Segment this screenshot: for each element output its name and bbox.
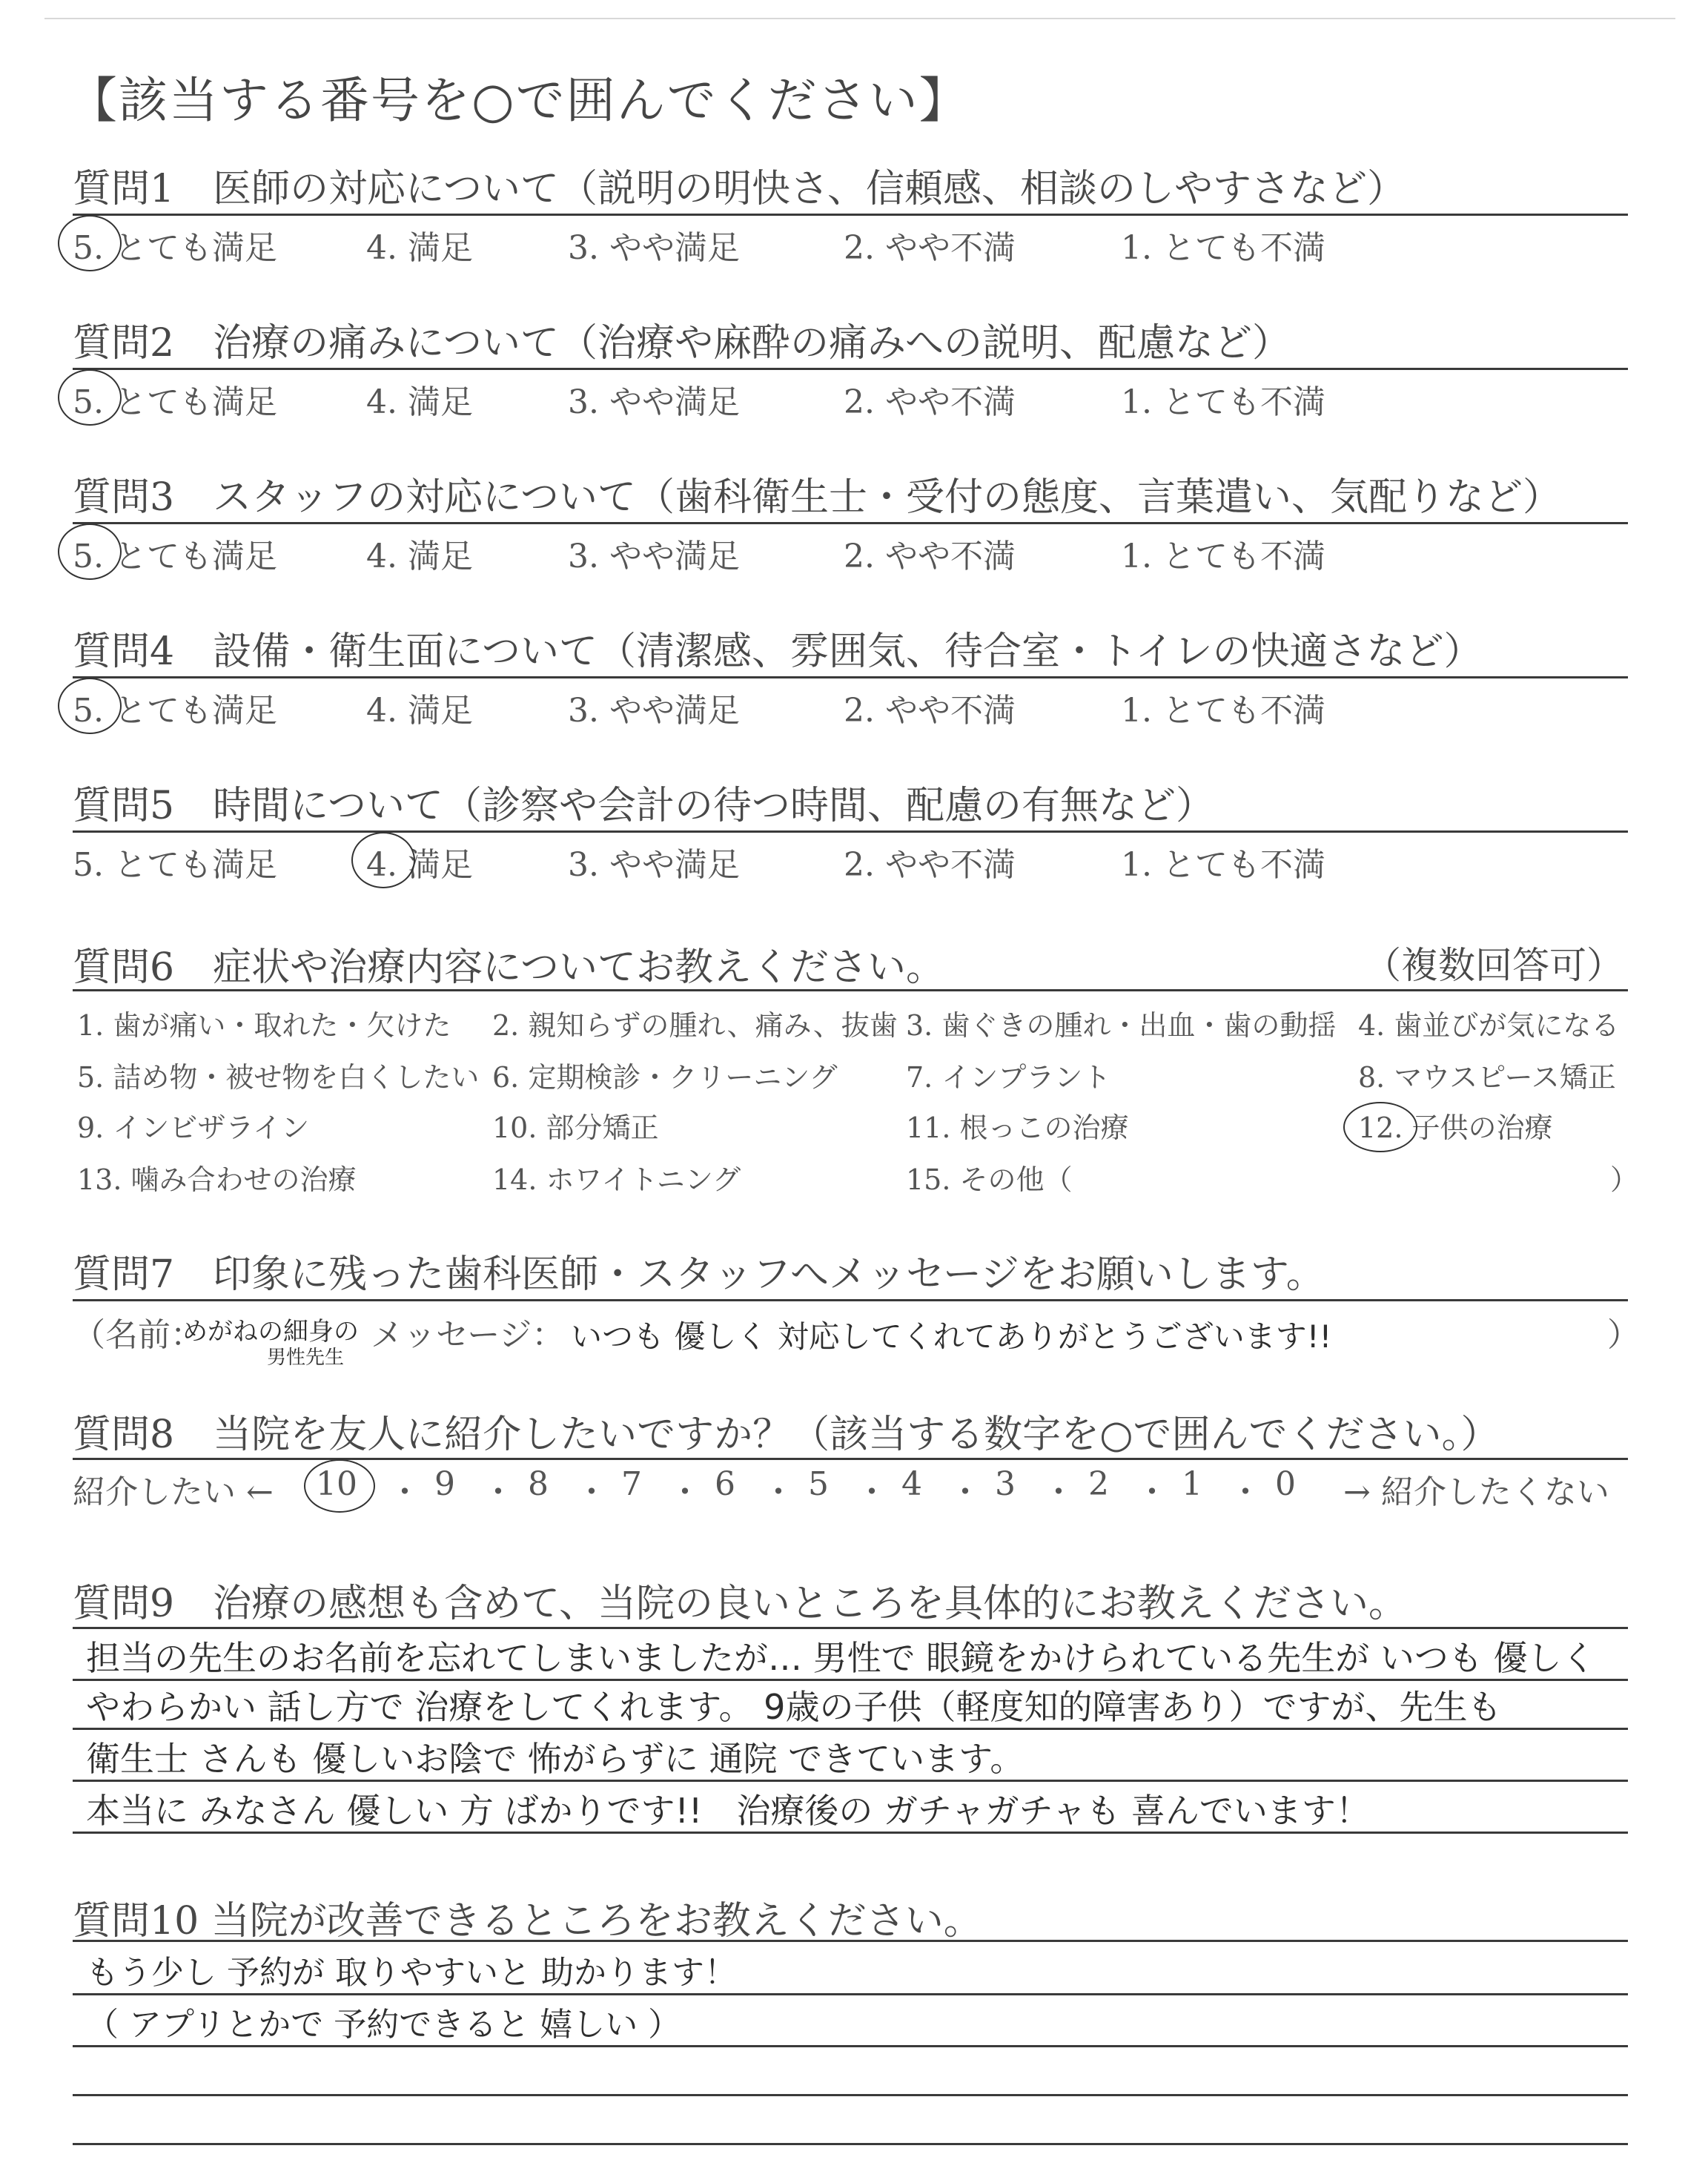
q8-scale-separator: ・ — [1136, 1473, 1168, 1511]
q6-item-8[interactable]: 8. マウスピース矯正 — [1358, 1061, 1616, 1094]
q9-answer-line[interactable]: やわらかい 話し方で 治療をしてくれます。 9歳の子供（軽度知的障害あり）ですが、先生も — [86, 1687, 1502, 1727]
question-2-option-3[interactable]: 3. やや満足 — [568, 383, 740, 421]
question-1-selected-circle[interactable] — [58, 215, 122, 271]
question-3-divider — [73, 522, 1628, 524]
question-3-label: 質問3 スタッフの対応について（歯科衛生士・受付の態度、言葉遣い、気配りなど） — [73, 475, 1562, 520]
question-1-option-2[interactable]: 2. やや不満 — [844, 229, 1016, 267]
q9-label: 質問9 治療の感想も含めて、当院の良いところを具体的にお教えください。 — [73, 1582, 1408, 1626]
q9-answer-line[interactable]: 担当の先生のお名前を忘れてしまいましたが… 男性で 眼鏡をかけられている先生が いつも 優しく — [86, 1638, 1596, 1678]
q10-answer-line[interactable]: もう少し 予約が 取りやすいと 助かります！ — [86, 1954, 737, 1992]
question-2-selected-circle[interactable] — [58, 369, 122, 426]
q7-name-handwritten-sub: 男性先生 — [267, 1347, 345, 1369]
question-4-option-5[interactable]: 5. とても満足 — [73, 692, 277, 730]
q8-scale-7[interactable]: 7 — [621, 1465, 642, 1503]
question-5-option-1[interactable]: 1. とても不満 — [1121, 846, 1325, 884]
q8-scale-6[interactable]: 6 — [715, 1465, 735, 1503]
q8-scale-4[interactable]: 4 — [901, 1465, 922, 1503]
q8-scale-1[interactable]: 1 — [1182, 1465, 1202, 1503]
q8-label: 質問8 当院を友人に紹介したいですか？（該当する数字を○で囲んでください。） — [73, 1413, 1500, 1457]
q8-scale-3[interactable]: 3 — [995, 1465, 1016, 1503]
question-5-option-3[interactable]: 3. やや満足 — [568, 846, 740, 884]
q10-answer-line[interactable]: （ アプリとかで 予約できると 嬉しい ） — [86, 2006, 681, 2044]
question-2-option-2[interactable]: 2. やや不満 — [844, 383, 1016, 421]
q6-item-15[interactable]: 15. その他（ — [906, 1163, 1073, 1196]
q9-divider — [73, 1627, 1628, 1629]
q8-left-label: 紹介したい ← — [73, 1473, 274, 1511]
q8-scale-8[interactable]: 8 — [528, 1465, 549, 1503]
question-5-divider — [73, 830, 1628, 833]
q8-scale-separator: ・ — [482, 1473, 514, 1511]
q6-item-14[interactable]: 14. ホワイトニング — [492, 1163, 741, 1196]
question-4-selected-circle[interactable] — [58, 678, 122, 734]
q6-item-1[interactable]: 1. 歯が痛い・取れた・欠けた — [77, 1009, 451, 1042]
q7-message-handwritten[interactable]: いつも 優しく 対応してくれてありがとうございます!! — [571, 1318, 1332, 1355]
q8-scale-separator: ・ — [1042, 1473, 1075, 1511]
question-5-option-2[interactable]: 2. やや不満 — [844, 846, 1016, 884]
q6-item-2[interactable]: 2. 親知らずの腫れ、痛み、抜歯 — [492, 1009, 898, 1042]
question-3-option-1[interactable]: 1. とても不満 — [1121, 538, 1325, 575]
q8-divider — [73, 1458, 1628, 1460]
page-title: 【該当する番号を○で囲んでください】 — [68, 72, 970, 129]
question-4-label: 質問4 設備・衛生面について（清潔感、雰囲気、待合室・トイレの快適さなど） — [73, 630, 1483, 674]
q8-scale-separator: ・ — [762, 1473, 795, 1511]
question-1-option-3[interactable]: 3. やや満足 — [568, 229, 740, 267]
q8-scale-separator: ・ — [388, 1473, 421, 1511]
q8-scale-2[interactable]: 2 — [1088, 1465, 1109, 1503]
q9-answer-line[interactable]: 衛生士 さんも 優しいお陰で 怖がらずに 通院 できています。 — [86, 1739, 1025, 1779]
question-2-option-5[interactable]: 5. とても満足 — [73, 383, 277, 421]
question-1-option-5[interactable]: 5. とても満足 — [73, 229, 277, 267]
q6-item-16[interactable]: ） — [1610, 1163, 1639, 1196]
question-4-option-2[interactable]: 2. やや不満 — [844, 692, 1016, 730]
question-3-option-4[interactable]: 4. 満足 — [366, 538, 473, 575]
q10-ruled-line — [73, 2094, 1628, 2096]
question-4-divider — [73, 676, 1628, 678]
question-1-option-4[interactable]: 4. 満足 — [366, 229, 473, 267]
question-5-selected-circle[interactable] — [351, 832, 415, 888]
q6-item-9[interactable]: 9. インビザライン — [77, 1112, 310, 1144]
question-2-option-1[interactable]: 1. とても不満 — [1121, 383, 1325, 421]
question-3-option-2[interactable]: 2. やや不満 — [844, 538, 1016, 575]
q7-close-paren: ） — [1607, 1316, 1640, 1354]
q6-item-6[interactable]: 6. 定期検診・クリーニング — [492, 1061, 838, 1094]
q6-item-11[interactable]: 11. 根っこの治療 — [906, 1112, 1129, 1144]
question-3-option-3[interactable]: 3. やや満足 — [568, 538, 740, 575]
question-4-option-4[interactable]: 4. 満足 — [366, 692, 473, 730]
q6-item-13[interactable]: 13. 噛み合わせの治療 — [77, 1163, 357, 1196]
q6-label: 質問6 症状や治療内容についてお教えください。 — [73, 945, 945, 990]
q6-item-12[interactable]: 12. 子供の治療 — [1358, 1112, 1553, 1144]
q10-ruled-line — [73, 2045, 1628, 2047]
q6-item-10[interactable]: 10. 部分矯正 — [492, 1112, 659, 1144]
question-5-label: 質問5 時間について（診察や会計の待つ時間、配慮の有無など） — [73, 784, 1215, 828]
question-1-divider — [73, 214, 1628, 216]
q8-scale-separator: ・ — [669, 1473, 701, 1511]
top-border — [44, 18, 1675, 19]
q8-scale-separator: ・ — [855, 1473, 888, 1511]
q10-ruled-line — [73, 2143, 1628, 2145]
q10-divider — [73, 1940, 1628, 1942]
question-3-option-5[interactable]: 5. とても満足 — [73, 538, 277, 575]
q9-ruled-line — [73, 1780, 1628, 1782]
q8-scale-9[interactable]: 9 — [434, 1465, 455, 1503]
q10-label: 質問10 当院が改善できるところをお教えください。 — [73, 1899, 982, 1943]
q8-scale-separator: ・ — [575, 1473, 608, 1511]
q8-scale-separator: ・ — [949, 1473, 982, 1511]
question-2-divider — [73, 368, 1628, 370]
q7-message-prefix: メッセージ： — [371, 1316, 565, 1354]
q8-selected-circle[interactable] — [304, 1459, 375, 1513]
q9-ruled-line — [73, 1832, 1628, 1834]
q6-item-3[interactable]: 3. 歯ぐきの腫れ・出血・歯の動揺 — [906, 1009, 1337, 1042]
q8-scale-separator: ・ — [1229, 1473, 1262, 1511]
q7-divider — [73, 1299, 1628, 1301]
question-3-selected-circle[interactable] — [58, 524, 122, 580]
q7-label: 質問7 印象に残った歯科医師・スタッフへメッセージをお願いします。 — [73, 1252, 1325, 1297]
q6-item-7[interactable]: 7. インプラント — [906, 1061, 1111, 1094]
question-4-option-1[interactable]: 1. とても不満 — [1121, 692, 1325, 730]
question-1-option-1[interactable]: 1. とても不満 — [1121, 229, 1325, 267]
q8-scale-5[interactable]: 5 — [808, 1465, 829, 1503]
question-2-option-4[interactable]: 4. 満足 — [366, 383, 473, 421]
q6-selected-circle[interactable] — [1343, 1102, 1417, 1152]
q6-note: （複数回答可） — [1364, 944, 1623, 987]
q9-answer-line[interactable]: 本当に みなさん 優しい 方 ばかりです!! 治療後の ガチャガチャも 喜んでいます！ — [86, 1791, 1370, 1831]
q6-item-4[interactable]: 4. 歯並びが気になる — [1358, 1009, 1620, 1042]
question-5-option-4[interactable]: 4. 満足 — [366, 846, 473, 884]
q8-scale-0[interactable]: 0 — [1275, 1465, 1296, 1503]
question-4-option-3[interactable]: 3. やや満足 — [568, 692, 740, 730]
q9-ruled-line — [73, 1728, 1628, 1730]
q7-name-prefix: （名前： — [73, 1316, 203, 1354]
q8-scale-10[interactable]: 10 — [316, 1465, 357, 1503]
q7-name-handwritten[interactable]: めがねの細身の — [182, 1317, 359, 1347]
q10-ruled-line — [73, 1993, 1628, 1995]
question-5-option-5[interactable]: 5. とても満足 — [73, 846, 277, 884]
q6-item-5[interactable]: 5. 詰め物・被せ物を白くしたい — [77, 1061, 480, 1094]
question-1-label: 質問1 医師の対応について（説明の明快さ、信頼感、相談のしやすさなど） — [73, 167, 1406, 211]
q6-divider — [73, 989, 1628, 991]
q8-right-label: → 紹介したくない — [1343, 1473, 1609, 1511]
question-2-label: 質問2 治療の痛みについて（治療や麻酔の痛みへの説明、配慮など） — [73, 321, 1291, 366]
